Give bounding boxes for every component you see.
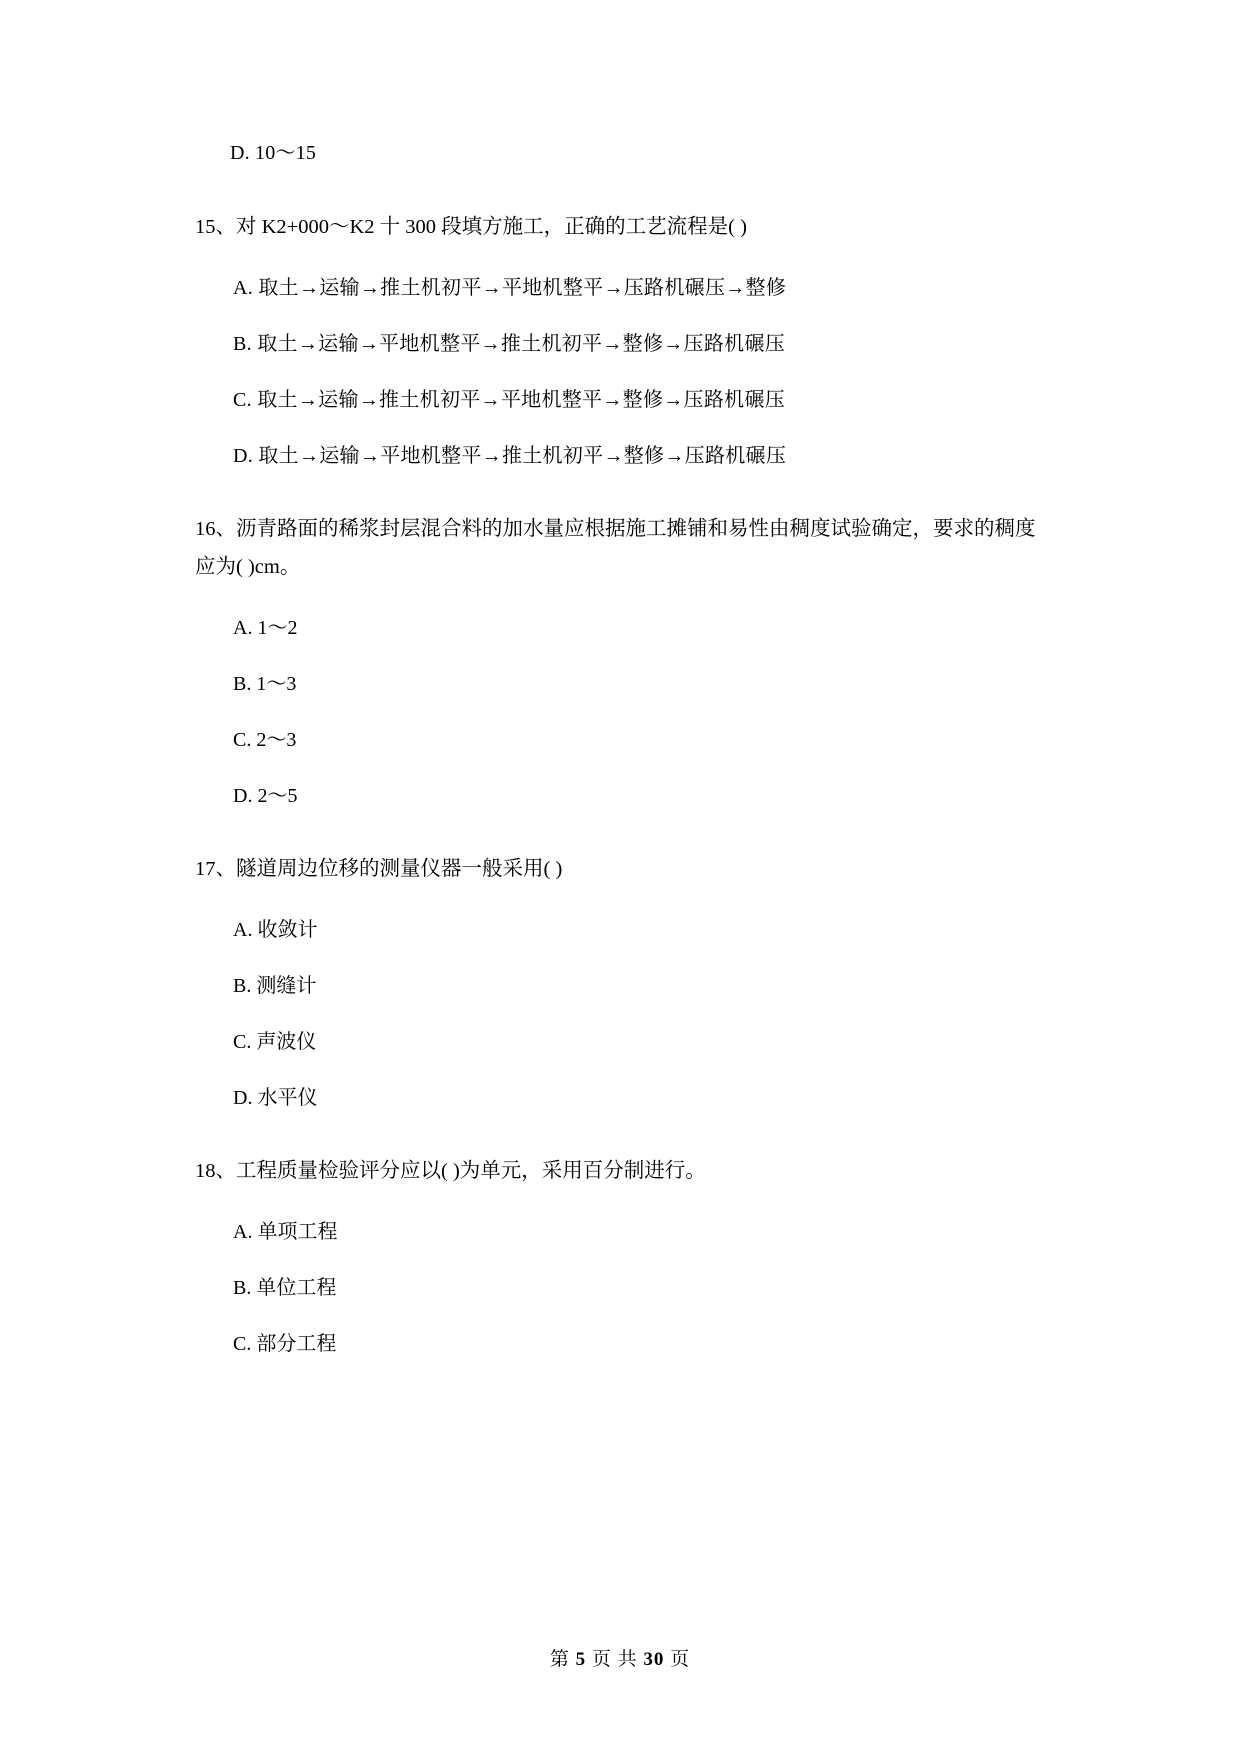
- document-body: [195, 120, 1050, 1359]
- question-block: [195, 209, 1050, 471]
- footer-current-page: 5: [575, 1649, 587, 1670]
- option-c[interactable]: C. 部分工程: [233, 1332, 337, 1355]
- option-c[interactable]: C. 2～3: [233, 728, 297, 751]
- question-text: 隧道周边位移的测量仪器一般采用( ): [236, 857, 563, 880]
- option-list: [195, 915, 1050, 1113]
- orphan-option: D. 10～15: [230, 142, 317, 164]
- footer-total-pages: 30: [643, 1649, 665, 1670]
- footer-prefix: 第: [549, 1649, 570, 1670]
- option-d[interactable]: D. 取土→运输→平地机整平→推土机初平→整修→压路机碾压: [233, 444, 787, 467]
- option-c[interactable]: C. 声波仪: [233, 1030, 317, 1053]
- option-list: [195, 613, 1050, 811]
- option-c[interactable]: C. 取土→运输→推土机初平→平地机整平→整修→压路机碾压: [233, 388, 786, 411]
- option-a[interactable]: A. 单项工程: [233, 1220, 338, 1243]
- option-b[interactable]: B. 1～3: [233, 672, 297, 695]
- footer-middle: 页 共: [591, 1649, 638, 1670]
- option-b[interactable]: B. 取土→运输→平地机整平→推土机初平→整修→压路机碾压: [233, 332, 786, 355]
- option-b[interactable]: B. 测缝计: [233, 974, 317, 997]
- question-block: [195, 851, 1050, 1113]
- page-footer: [0, 1644, 1240, 1671]
- question-stem: [195, 1153, 1050, 1191]
- question-number: 18、: [195, 1159, 236, 1182]
- option-a[interactable]: A. 收敛计: [233, 918, 318, 941]
- question-number: 15、: [195, 216, 236, 238]
- option-a[interactable]: A. 取土→运输→推土机初平→平地机整平→压路机碾压→整修: [233, 276, 787, 299]
- question-block: [195, 511, 1050, 811]
- option-list: [195, 273, 1050, 471]
- question-stem: [195, 851, 1050, 889]
- question-text: 工程质量检验评分应以( )为单元，采用百分制进行。: [236, 1159, 706, 1182]
- question-number: 16、: [195, 517, 236, 540]
- question-stem: [195, 209, 1050, 247]
- question-text: 对 K2+000～K2 十 300 段填方施工，正确的工艺流程是( ): [236, 216, 747, 238]
- question-stem: [195, 511, 1050, 587]
- option-a[interactable]: A. 1～2: [233, 616, 298, 639]
- option-d[interactable]: D. 水平仪: [233, 1086, 318, 1109]
- question-text: 沥青路面的稀浆封层混合料的加水量应根据施工摊铺和易性由稠度试验确定，要求的稠度应为( )cm。: [195, 517, 1036, 578]
- option-d[interactable]: D. 2～5: [233, 784, 298, 807]
- footer-suffix: 页: [670, 1649, 691, 1670]
- option-b[interactable]: B. 单位工程: [233, 1276, 337, 1299]
- question-block: [195, 1153, 1050, 1359]
- option-list: [195, 1217, 1050, 1359]
- question-number: 17、: [195, 857, 236, 880]
